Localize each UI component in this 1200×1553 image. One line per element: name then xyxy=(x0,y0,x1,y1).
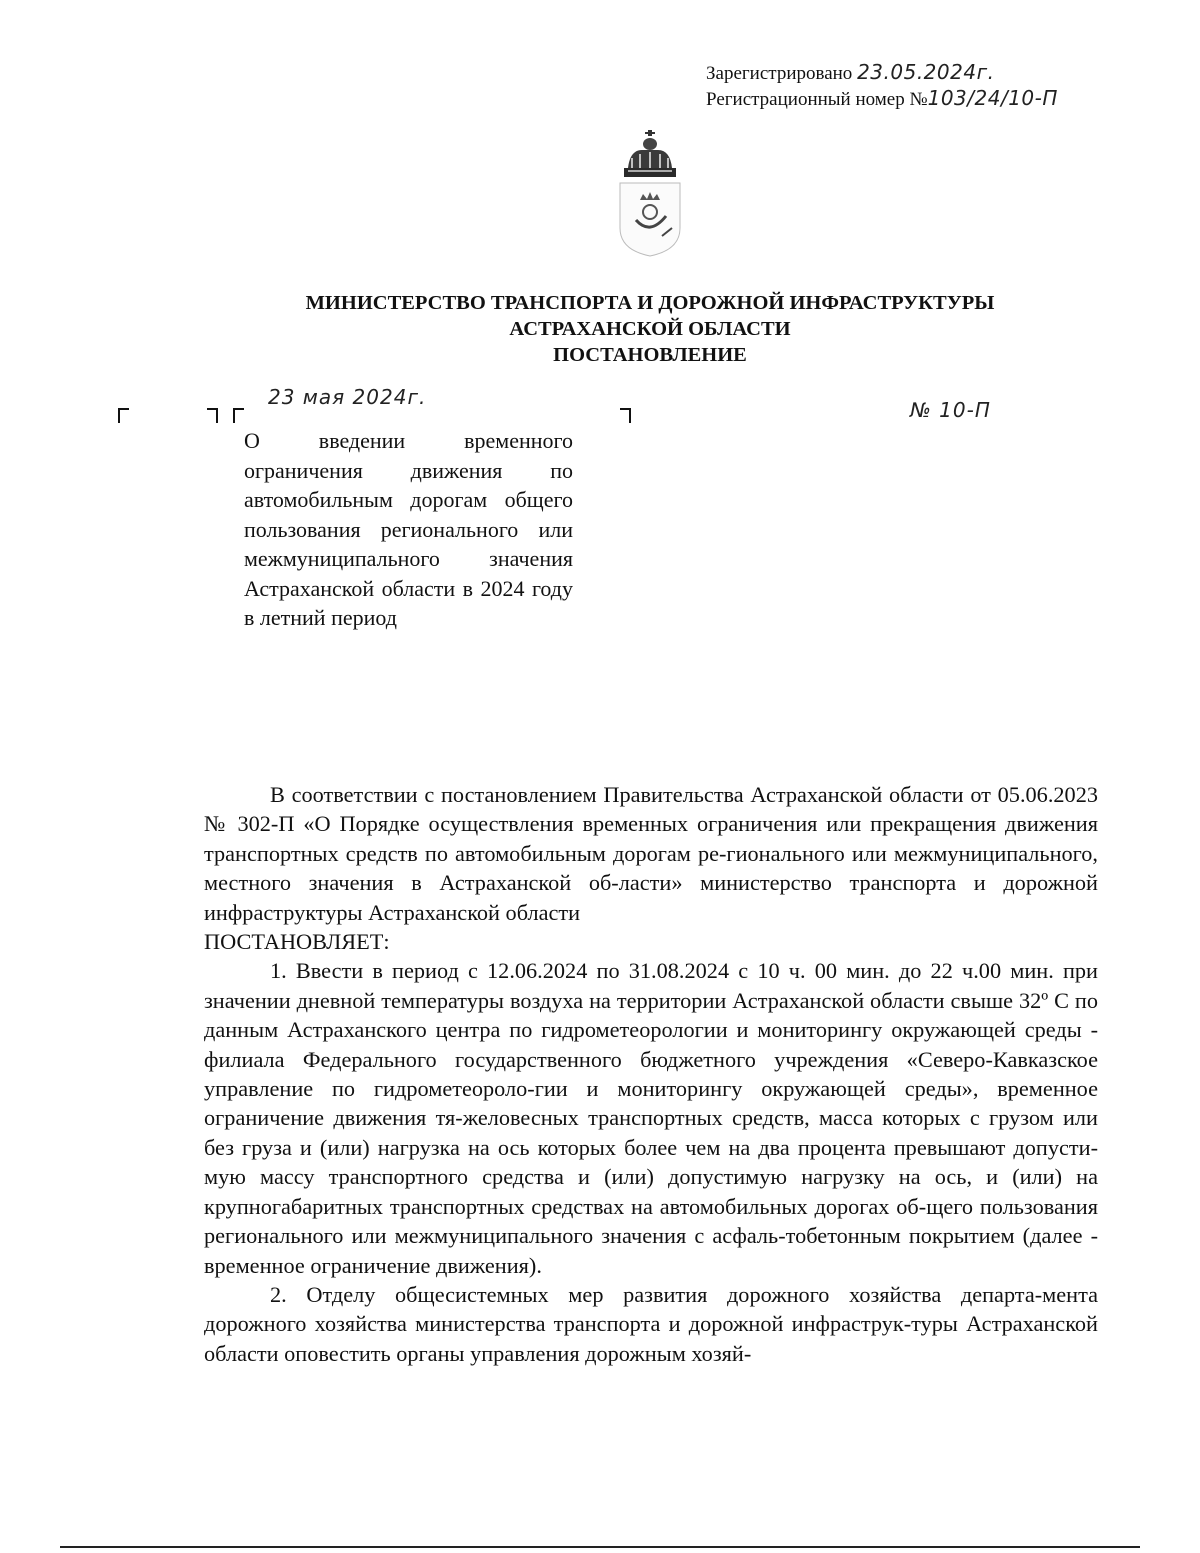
document-type: ПОСТАНОВЛЕНИЕ xyxy=(553,344,747,366)
item-2-paragraph: 2. Отделу общесистемных мер развития дорожного хозяйства департа-мента дорожного хозяйства министерства транспорта и дорожной инфраструк-туры Астраханской области оповестить органы управления дорожным хозяй- xyxy=(204,1281,1098,1366)
ministry-name-line2: АСТРАХАНСКОЙ ОБЛАСТИ xyxy=(509,318,791,340)
ministry-name-line1: МИНИСТЕРСТВО ТРАНСПОРТА И ДОРОЖНОЙ ИНФРАСТРУКТУРЫ xyxy=(305,292,995,314)
corner-mark xyxy=(620,408,631,423)
corner-mark xyxy=(118,408,129,423)
registration-date-line xyxy=(706,60,1058,86)
bottom-rule xyxy=(60,1546,1140,1548)
registration-stamp xyxy=(706,60,1058,112)
corner-mark xyxy=(233,408,244,423)
registration-number-label: Регистрационный номер № xyxy=(706,89,928,110)
preamble-paragraph: В соответствии с постановлением Правительства Астраханской области от 05.06.2023 № 302-П «О Порядке осуществления временных ограничения или прекращения движения транспортных средств по автомобильным дорогам ре-гионального или межмуниципального, местного значения в Астраханской об-ласти» министерство транспорта и дорожной инфраструктуры Астраханской области xyxy=(204,782,1098,925)
registration-date-label: Зарегистрировано xyxy=(706,63,853,84)
document-subject: О введении временного ограничения движения по автомобильным дорогам общего пользования регионального или межмуниципального значения Астраханской области в 2024 году в летний период xyxy=(244,428,573,630)
corner-mark xyxy=(207,408,218,423)
registration-number-value: 103/24/10-П xyxy=(927,86,1058,110)
resolves-heading: ПОСТАНОВЛЯЕТ: xyxy=(204,929,390,955)
registration-date-value: 23.05.2024г. xyxy=(857,60,995,84)
coat-of-arms-icon xyxy=(610,128,690,258)
document-body xyxy=(204,780,1098,1368)
registration-number-line xyxy=(706,86,1058,112)
document-header xyxy=(200,290,1100,368)
handwritten-number: № 10-П xyxy=(910,398,991,422)
item-1-paragraph: 1. Ввести в период с 12.06.2024 по 31.08.2024 с 10 ч. 00 мин. до 22 ч.00 мин. при значении дневной температуры воздуха на территории Астраханской области свыше 32º С по данным Астраханского центра по гидрометеорологии и мониторингу окружающей среды - филиала Федерального государственного бюджетного учреждения «Северо-Кавказское управление по гидрометеороло-гии и мониторингу окружающей среды», временное ограничение движения тя-желовесных транспортных средств, масса которых с грузом или без груза и (или) нагрузка на ось которых более чем на два процента превышают допусти-мую массу транспортного средства и (или) допустимую нагрузку на ось, и (или) на крупногабаритных транспортных средствах на автомобильных дорогах об-щего пользования регионального или межмуниципального значения с асфаль-тобетонным покрытием (далее - временное ограничение движения). xyxy=(204,958,1098,1278)
handwritten-date: 23 мая 2024г. xyxy=(268,385,427,409)
